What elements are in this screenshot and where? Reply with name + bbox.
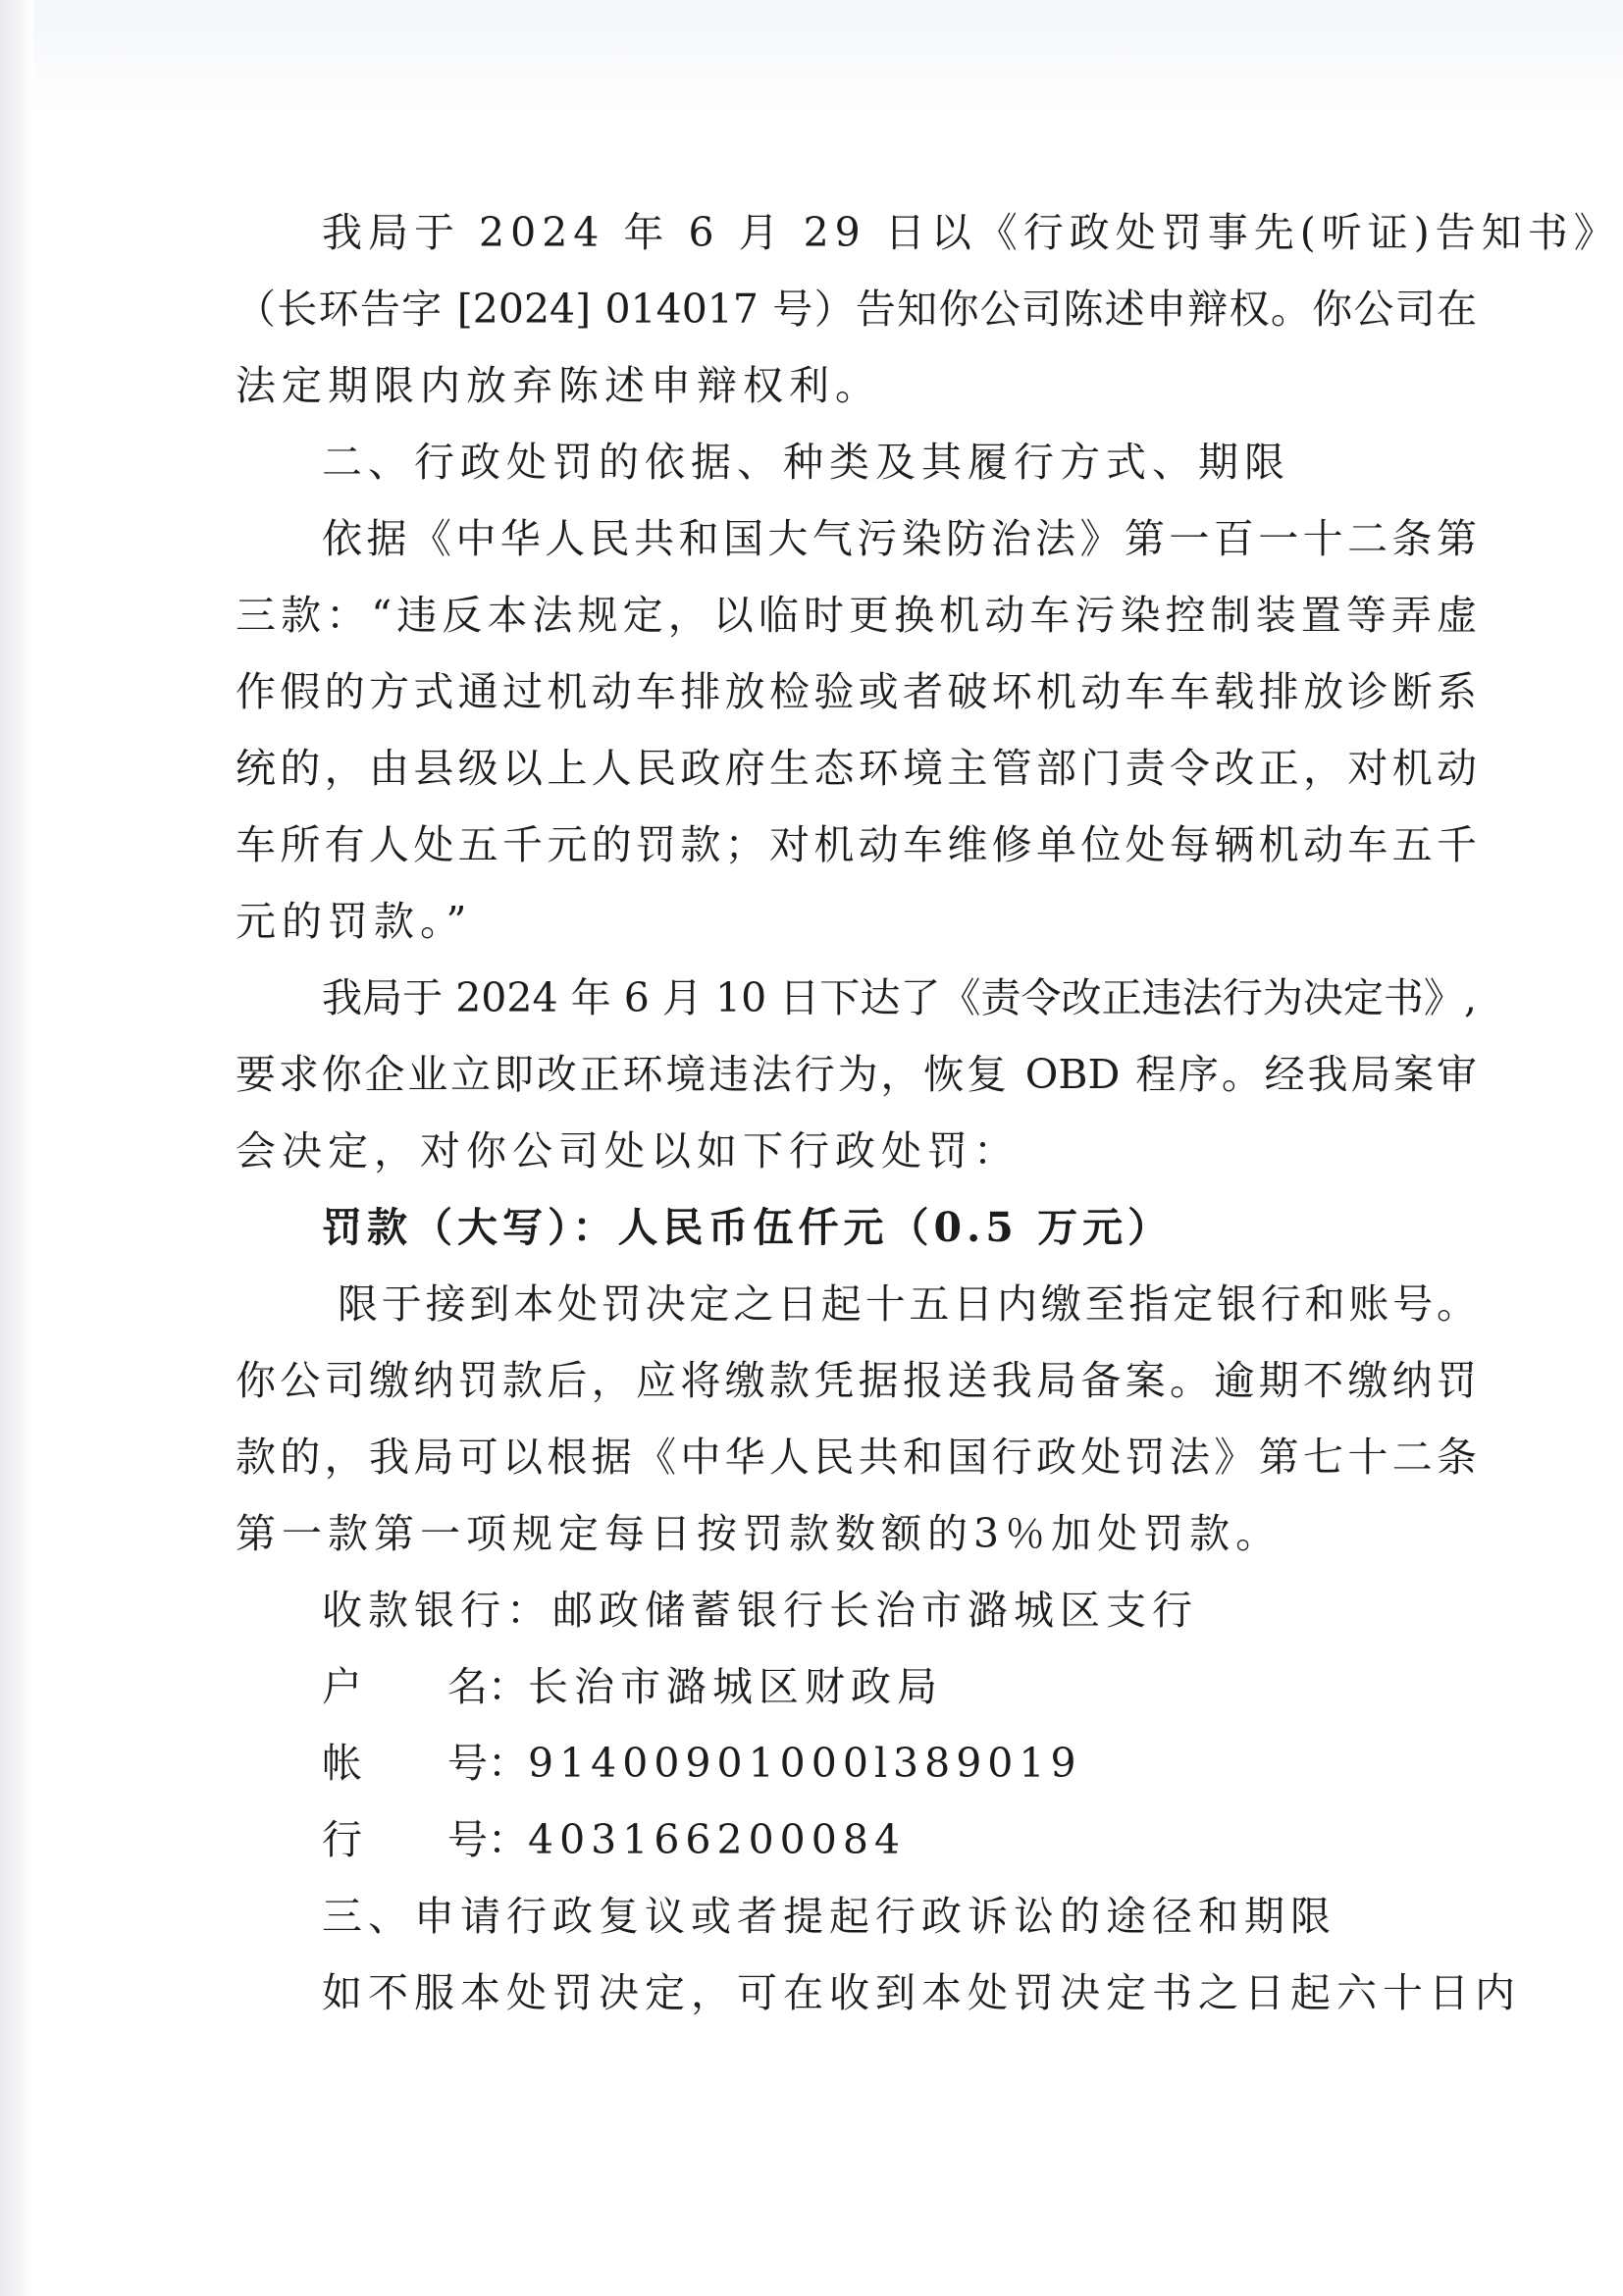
- para1-line3: 法定期限内放弃陈述申辩权利。: [236, 362, 881, 409]
- para4-line1: 限于接到本处罚决定之日起十五日内缴至指定银行和账号。: [338, 1280, 1477, 1328]
- bank-no-label-a: 行: [322, 1816, 362, 1863]
- para5-line1: 如不服本处罚决定，可在收到本处罚决定书之日起六十日内: [322, 1969, 1521, 2016]
- bank-no-label-b: 号：: [447, 1816, 528, 1863]
- para2-line4: 统的，由县级以上人民政府生态环境主管部门责令改正，对机动: [236, 745, 1477, 792]
- para2-line2: 三款：“违反本法规定，以临时更换机动车污染控制装置等弄虚: [236, 592, 1477, 639]
- para3-line1: 我局于 2024 年 6 月 10 日下达了《责令改正违法行为决定书》,: [322, 974, 1477, 1021]
- para2-line5: 车所有人处五千元的罚款；对机动车维修单位处每辆机动车五千: [236, 821, 1477, 868]
- account-name-label-b: 名：: [447, 1663, 528, 1710]
- account-no-label-b: 号：: [447, 1740, 528, 1787]
- document-page: [236, 194, 1620, 2031]
- bank-no-row: [236, 1801, 1477, 1878]
- para4-line4: 第一款第一项规定每日按罚款数额的3％加处罚款。: [236, 1510, 1283, 1557]
- scan-edge: [0, 0, 33, 2296]
- section2-heading: 二、行政处罚的依据、种类及其履行方式、期限: [322, 439, 1290, 486]
- account-name-row: [236, 1648, 1477, 1725]
- account-no-label-a: 帐: [322, 1740, 362, 1787]
- account-name-value: 长治市潞城区财政局: [528, 1663, 943, 1710]
- bank-row: [236, 1572, 1477, 1648]
- para1-line2: （长环告字 [2024] 014017 号）告知你公司陈述申辩权。你公司在: [236, 286, 1477, 333]
- account-no-value: 91400901000l389019: [528, 1740, 1082, 1787]
- bank-value: 邮政储蓄银行长治市潞城区支行: [552, 1587, 1198, 1634]
- para3-line2: 要求你企业立即改正环境违法行为，恢复 OBD 程序。经我局案审: [236, 1051, 1477, 1098]
- para2-line3: 作假的方式通过机动车排放检验或者破坏机动车车载排放诊断系: [236, 668, 1477, 715]
- para3-line3: 会决定，对你公司处以如下行政处罚：: [236, 1127, 1020, 1174]
- para1-line1: 我局于 2024 年 6 月 29 日以《行政处罚事先(听证)告知书》: [322, 209, 1620, 256]
- para4-line2: 你公司缴纳罚款后，应将缴款凭据报送我局备案。逾期不缴纳罚: [236, 1357, 1477, 1404]
- para2-line1: 依据《中华人民共和国大气污染防治法》第一百一十二条第: [322, 515, 1477, 562]
- para4-line3: 款的，我局可以根据《中华人民共和国行政处罚法》第七十二条: [236, 1434, 1477, 1481]
- scan-tint: [33, 0, 1623, 118]
- para2-line6: 元的罚款。”: [236, 898, 473, 945]
- account-name-label-a: 户: [322, 1663, 362, 1710]
- section3-heading: 三、申请行政复议或者提起行政诉讼的途径和期限: [322, 1893, 1336, 1940]
- account-no-row: [236, 1725, 1477, 1801]
- bank-no-value: 403166200084: [528, 1816, 907, 1863]
- penalty-amount: 罚款（大写）：人民币伍仟元（0.5 万元）: [322, 1204, 1174, 1251]
- bank-label: 收款银行：: [322, 1587, 552, 1634]
